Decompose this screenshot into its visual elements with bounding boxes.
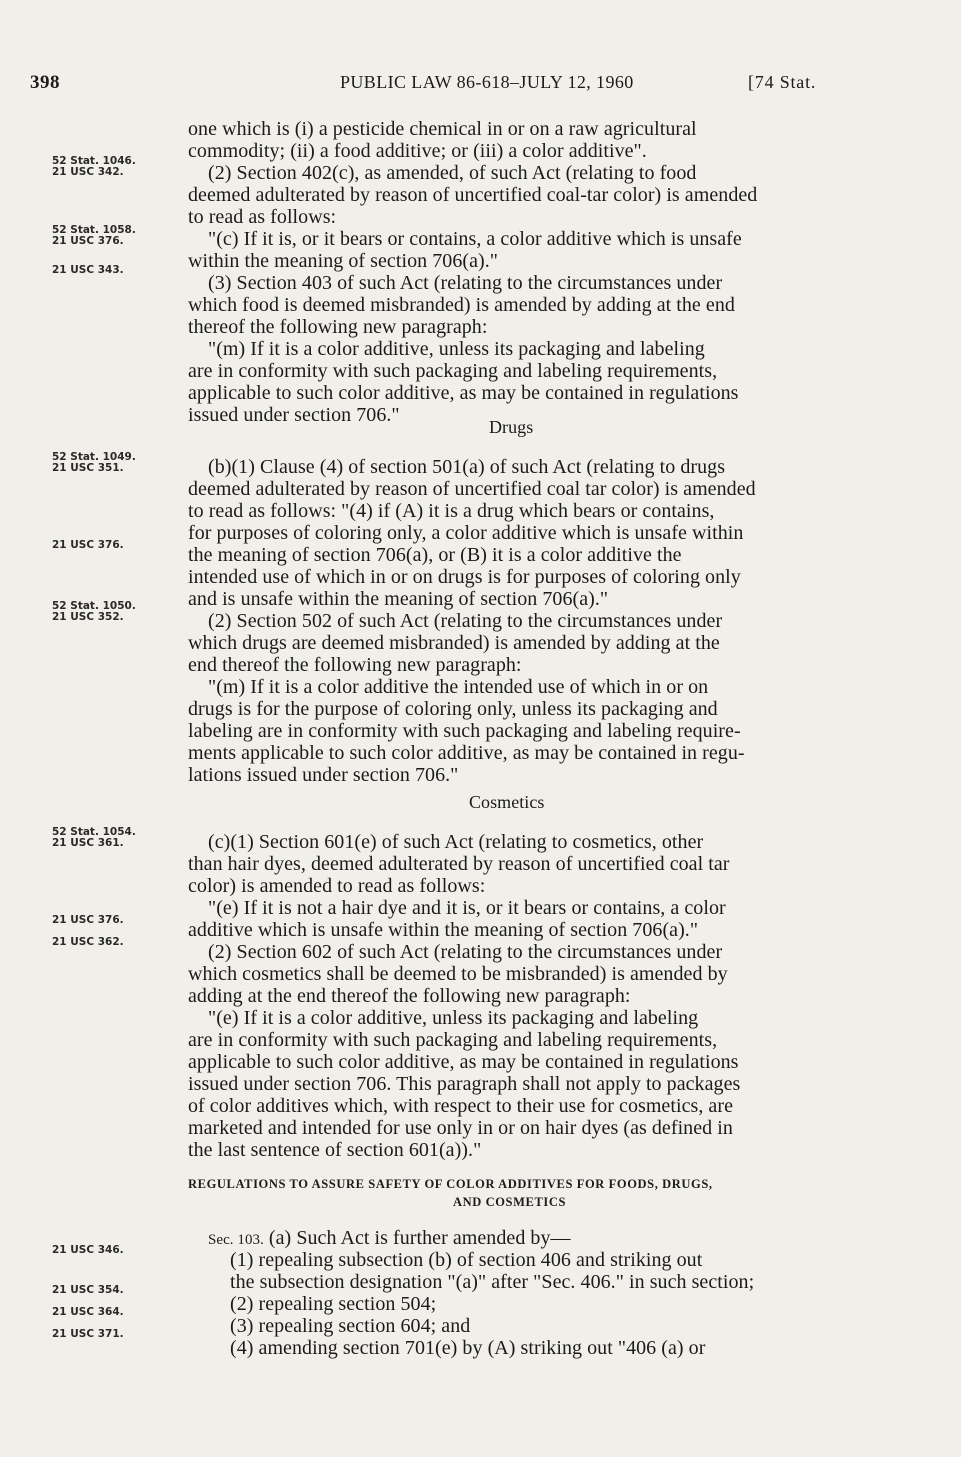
text-line: (2) Section 402(c), as amended, of such Act (relating to food	[208, 162, 697, 184]
section-heading: REGULATIONS TO ASSURE SAFETY OF COLOR ADDITIVES FOR FOODS, DRUGS,	[188, 1177, 713, 1191]
text-line: (b)(1) Clause (4) of section 501(a) of such Act (relating to drugs	[208, 456, 726, 478]
text-line: deemed adulterated by reason of uncertified coal-tar color) is amended	[188, 184, 758, 206]
heading-drugs: Drugs	[489, 417, 534, 437]
margin-note: 21 USC 376.	[52, 914, 124, 926]
text-line: the subsection designation "(a)" after "Sec. 406." in such section;	[230, 1271, 755, 1293]
text-line: which drugs are deemed misbranded) is amended by adding at the	[188, 632, 720, 654]
margin-note: 21 USC 371.	[52, 1328, 124, 1340]
text-line: issued under section 706."	[188, 404, 400, 426]
volume-reference: [74 Stat.	[748, 72, 817, 92]
margin-note: 52 Stat. 1049. 21 USC 351.	[52, 451, 136, 474]
text-line: "(e) If it is a color additive, unless its packaging and labeling	[208, 1007, 699, 1029]
text-line: lations issued under section 706."	[188, 764, 459, 786]
text-line: end thereof the following new paragraph:	[188, 654, 522, 676]
text-line	[208, 1227, 571, 1251]
text-line: "(m) If it is a color additive, unless its packaging and labeling	[208, 338, 705, 360]
page-number: 398	[30, 72, 60, 93]
text-line: (4) amending section 701(e) by (A) striking out "406 (a) or	[230, 1337, 706, 1359]
text-line: additive which is unsafe within the meaning of section 706(a)."	[188, 919, 699, 941]
text-line: are in conformity with such packaging and labeling requirements,	[188, 1029, 718, 1051]
text-line: (2) repealing section 504;	[230, 1293, 437, 1315]
text-line: (c)(1) Section 601(e) of such Act (relating to cosmetics, other	[208, 831, 704, 853]
text-line: (2) Section 502 of such Act (relating to the circumstances under	[208, 610, 723, 632]
text-line: of color additives which, with respect to their use for cosmetics, are	[188, 1095, 733, 1117]
margin-note: 21 USC 376.	[52, 539, 124, 551]
margin-note: 52 Stat. 1058. 21 USC 376.	[52, 224, 136, 247]
margin-note: 52 Stat. 1054. 21 USC 361.	[52, 826, 136, 849]
text-line: marketed and intended for use only in or on hair dyes (as defined in	[188, 1117, 733, 1139]
text-line: intended use of which in or on drugs is for purposes of coloring only	[188, 566, 741, 588]
text-line: color) is amended to read as follows:	[188, 875, 486, 897]
text-line: are in conformity with such packaging and labeling requirements,	[188, 360, 718, 382]
text-line: drugs is for the purpose of coloring only, unless its packaging and	[188, 698, 718, 720]
text-line: which food is deemed misbranded) is amended by adding at the end	[188, 294, 735, 316]
text-line: one which is (i) a pesticide chemical in or on a raw agricultural	[188, 118, 697, 140]
margin-note: 21 USC 364.	[52, 1306, 124, 1318]
running-head: PUBLIC LAW 86-618–JULY 12, 1960	[340, 72, 634, 92]
text-line: to read as follows: "(4) if (A) it is a drug which bears or contains,	[188, 500, 715, 522]
text-line: issued under section 706. This paragraph shall not apply to packages	[188, 1073, 741, 1095]
text-line: (1) repealing subsection (b) of section 406 and striking out	[230, 1249, 703, 1271]
text-line: thereof the following new paragraph:	[188, 316, 488, 338]
text-line: "(e) If it is not a hair dye and it is, or it bears or contains, a color	[208, 897, 726, 919]
text-line: than hair dyes, deemed adulterated by reason of uncertified coal tar	[188, 853, 730, 875]
text-line: ments applicable to such color additive, as may be contained in regu-	[188, 742, 745, 764]
margin-note: 21 USC 346.	[52, 1244, 124, 1256]
text-line: (a) Such Act is further amended by—	[268, 1227, 571, 1249]
margin-note: 52 Stat. 1046. 21 USC 342.	[52, 155, 136, 178]
text-line: (3) Section 403 of such Act (relating to the circumstances under	[208, 272, 723, 294]
text-line: the meaning of section 706(a), or (B) it is a color additive the	[188, 544, 682, 566]
text-line: and is unsafe within the meaning of section 706(a)."	[188, 588, 609, 610]
text-line: commodity; (ii) a food additive; or (iii) a color additive".	[188, 140, 647, 162]
text-line: which cosmetics shall be deemed to be misbranded) is amended by	[188, 963, 728, 985]
margin-note: 21 USC 343.	[52, 264, 124, 276]
text-line: (3) repealing section 604; and	[230, 1315, 471, 1337]
margin-note: 52 Stat. 1050. 21 USC 352.	[52, 600, 136, 623]
text-line: "(m) If it is a color additive the intended use of which in or on	[208, 676, 709, 698]
text-line: for purposes of coloring only, a color additive which is unsafe within	[188, 522, 744, 544]
text-line: deemed adulterated by reason of uncertified coal tar color) is amended	[188, 478, 756, 500]
text-line: "(c) If it is, or it bears or contains, a color additive which is unsafe	[208, 228, 742, 250]
section-heading: AND COSMETICS	[453, 1195, 567, 1209]
text-line: to read as follows:	[188, 206, 337, 228]
margin-note: 21 USC 354.	[52, 1284, 124, 1296]
heading-cosmetics: Cosmetics	[469, 792, 545, 812]
text-line: labeling are in conformity with such packaging and labeling require-	[188, 720, 741, 742]
text-line: within the meaning of section 706(a)."	[188, 250, 498, 272]
section-label: Sec. 103.	[208, 1232, 264, 1248]
text-line: applicable to such color additive, as may be contained in regulations	[188, 1051, 739, 1073]
text-line: (2) Section 602 of such Act (relating to the circumstances under	[208, 941, 723, 963]
text-line: applicable to such color additive, as may be contained in regulations	[188, 382, 739, 404]
text-line: adding at the end thereof the following new paragraph:	[188, 985, 631, 1007]
margin-note: 21 USC 362.	[52, 936, 124, 948]
text-line: the last sentence of section 601(a))."	[188, 1139, 482, 1161]
